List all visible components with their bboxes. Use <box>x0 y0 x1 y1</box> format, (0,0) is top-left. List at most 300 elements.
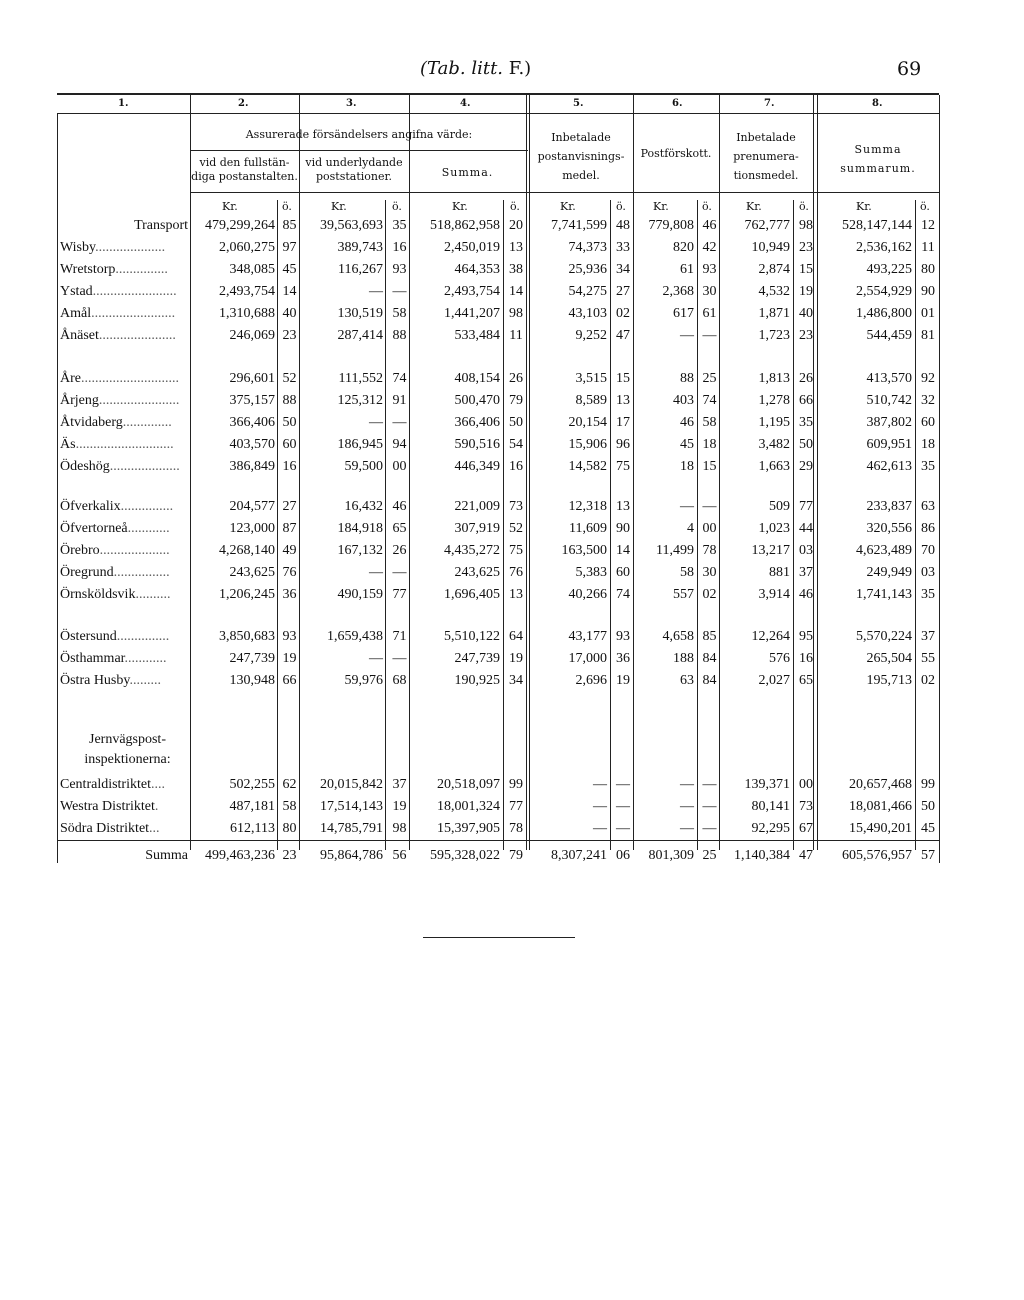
row-label <box>60 457 180 477</box>
cell-ore: 01 <box>921 306 935 321</box>
title-plain: F.) <box>503 58 532 79</box>
page-title <box>420 58 531 79</box>
cell-kronor: 287,414 <box>337 328 383 343</box>
cell-ore: 12 <box>921 218 935 233</box>
leader-dots: ............... <box>120 499 174 514</box>
cell-ore: 16 <box>282 459 297 474</box>
cell-kronor: 2,493,754 <box>444 284 500 299</box>
cell-kronor: 5,570,224 <box>856 629 912 644</box>
cell-ore: 98 <box>392 821 407 836</box>
leader-dots: ............................ <box>81 371 179 386</box>
cell-kronor: 130,519 <box>337 306 383 321</box>
row-label <box>60 519 170 539</box>
cell-ore: 16 <box>799 651 813 666</box>
cell-kronor: 204,577 <box>229 499 275 514</box>
cell-kronor: 1,278 <box>758 393 790 408</box>
unit-ore: ö. <box>510 200 520 213</box>
cell-ore: 02 <box>616 306 630 321</box>
row-label <box>60 391 179 411</box>
cell-ore: 77 <box>799 499 813 514</box>
row-label <box>60 369 179 389</box>
cell-kronor: 296,601 <box>229 371 275 386</box>
cell-ore: 13 <box>509 240 523 255</box>
cell-kronor: 595,328,022 <box>430 848 500 863</box>
leader-dots: .................... <box>95 240 166 255</box>
cell-kronor: 2,554,929 <box>856 284 912 299</box>
cell-kronor: 14,785,791 <box>320 821 383 836</box>
cell-kronor: 1,696,405 <box>444 587 500 602</box>
units-rule <box>190 192 940 193</box>
cell-ore: 88 <box>282 393 297 408</box>
cell-kronor: 43,177 <box>568 629 607 644</box>
leader-dots: ............................ <box>75 437 174 452</box>
cell-kronor: 1,663 <box>758 459 790 474</box>
cell-kronor: 389,743 <box>337 240 383 255</box>
cell-ore: 64 <box>509 629 523 644</box>
row-label-text: Transport <box>134 218 188 233</box>
cell-ore: 13 <box>509 587 523 602</box>
row-label <box>60 216 188 236</box>
cell-ore: 75 <box>616 459 630 474</box>
cell-kronor: 139,371 <box>744 777 790 792</box>
cell-kronor: 2,027 <box>758 673 790 688</box>
cell-ore: 23 <box>282 328 297 343</box>
cell-kronor: 20,154 <box>568 415 607 430</box>
cell-ore: 00 <box>799 777 813 792</box>
cell-kronor: 88 <box>680 371 694 386</box>
cell-kronor: — <box>369 284 383 299</box>
cell-ore: 30 <box>702 284 717 299</box>
cell-kronor: 413,570 <box>866 371 912 386</box>
cell-ore: 70 <box>921 543 935 558</box>
cell-kronor: 518,862,958 <box>430 218 500 233</box>
cell-ore: 45 <box>282 262 297 277</box>
row-label-text: Öfvertorneå <box>60 521 128 536</box>
leader-dots: .... <box>150 777 165 792</box>
row-label <box>60 819 160 839</box>
cell-ore: 88 <box>392 328 407 343</box>
row-label-text: Örebro <box>60 543 100 558</box>
cell-kronor: 15,490,201 <box>849 821 912 836</box>
column-number: 3. <box>346 98 357 109</box>
cell-ore: 47 <box>616 328 630 343</box>
cell-kronor: 4,658 <box>662 629 694 644</box>
cell-kronor: 1,659,438 <box>327 629 383 644</box>
cell-ore: 52 <box>509 521 523 536</box>
cell-kronor: 163,500 <box>561 543 607 558</box>
cell-ore: 86 <box>921 521 935 536</box>
cell-kronor: 249,949 <box>866 565 912 580</box>
cell-kronor: 881 <box>769 565 790 580</box>
cell-ore: 93 <box>282 629 297 644</box>
column-number: 1. <box>118 98 129 109</box>
cell-kronor: 184,918 <box>337 521 383 536</box>
cell-ore: 61 <box>702 306 717 321</box>
cell-ore: 60 <box>921 415 935 430</box>
cell-kronor: 4 <box>687 521 694 536</box>
cell-ore: 29 <box>799 459 813 474</box>
cell-ore: 19 <box>392 799 407 814</box>
cell-kronor: 111,552 <box>338 371 383 386</box>
cell-ore: 37 <box>392 777 407 792</box>
cell-kronor: — <box>593 821 607 836</box>
cell-ore: 11 <box>509 328 523 343</box>
cell-kronor: 576 <box>769 651 790 666</box>
cell-kronor: 4,435,272 <box>444 543 500 558</box>
cell-kronor: 15,906 <box>568 437 607 452</box>
cell-kronor: 1,023 <box>758 521 790 536</box>
leader-dots: ................ <box>113 565 170 580</box>
cell-kronor: 54,275 <box>568 284 607 299</box>
leader-dots: ......... <box>129 673 161 688</box>
cell-ore: 14 <box>282 284 297 299</box>
cell-ore: 67 <box>799 821 813 836</box>
cell-ore: 27 <box>282 499 297 514</box>
cell-ore: 23 <box>799 240 813 255</box>
cell-kronor: — <box>680 821 694 836</box>
cell-kronor: 2,536,162 <box>856 240 912 255</box>
cell-ore: — <box>702 777 717 792</box>
cell-ore: 60 <box>616 565 630 580</box>
row-label-text: Östra Husby <box>60 673 130 688</box>
header-prenumeration: Inbetalade prenumera- tionsmedel. <box>733 131 799 182</box>
cell-kronor: 617 <box>673 306 694 321</box>
cell-ore: 85 <box>282 218 297 233</box>
row-label <box>60 282 177 302</box>
cell-kronor: 3,914 <box>758 587 790 602</box>
row-label-text: Öregrund <box>60 565 114 580</box>
leader-dots: . <box>154 799 159 814</box>
leader-dots: ........................ <box>91 306 176 321</box>
unit-kr: Kr. <box>856 200 872 213</box>
row-label-text: Ystad <box>60 284 93 299</box>
cell-ore: 16 <box>509 459 523 474</box>
cell-ore: 71 <box>392 629 407 644</box>
cell-ore: 90 <box>616 521 630 536</box>
cell-kronor: 243,625 <box>454 565 500 580</box>
cell-kronor: 403 <box>673 393 694 408</box>
cell-kronor: 609,951 <box>866 437 912 452</box>
cell-ore: 56 <box>392 848 407 863</box>
vrule <box>915 200 916 850</box>
cell-kronor: 186,945 <box>337 437 383 452</box>
cell-ore: 35 <box>921 459 935 474</box>
cell-kronor: 59,500 <box>344 459 383 474</box>
row-label-text: Amål <box>60 306 92 321</box>
cell-kronor: 762,777 <box>744 218 790 233</box>
cell-kronor: 2,450,019 <box>444 240 500 255</box>
row-label <box>60 541 170 561</box>
cell-ore: 92 <box>921 371 935 386</box>
cell-kronor: 20,015,842 <box>320 777 383 792</box>
cell-ore: 81 <box>921 328 935 343</box>
cell-ore: 46 <box>392 499 407 514</box>
cell-kronor: 11,499 <box>656 543 694 558</box>
cell-kronor: 265,504 <box>866 651 912 666</box>
cell-ore: 80 <box>921 262 935 277</box>
cell-kronor: 801,309 <box>648 848 694 863</box>
cell-kronor: 462,613 <box>866 459 912 474</box>
cell-ore: 55 <box>921 651 935 666</box>
cell-kronor: 1,310,688 <box>219 306 275 321</box>
row-label <box>60 260 168 280</box>
unit-kr: Kr. <box>452 200 468 213</box>
row-label-text: Westra Distriktet <box>60 799 155 814</box>
cell-kronor: 3,850,683 <box>219 629 275 644</box>
cell-ore: 68 <box>392 673 407 688</box>
cell-ore: 80 <box>282 821 297 836</box>
cell-kronor: 479,299,264 <box>205 218 275 233</box>
cell-kronor: 387,802 <box>866 415 912 430</box>
cell-ore: 42 <box>702 240 717 255</box>
unit-ore: ö. <box>616 200 626 213</box>
cell-kronor: 510,742 <box>866 393 912 408</box>
cell-ore: 46 <box>702 218 717 233</box>
cell-ore: 34 <box>616 262 630 277</box>
row-label-text: Summa <box>145 848 188 863</box>
cell-ore: 60 <box>282 437 297 452</box>
cell-ore: 50 <box>921 799 935 814</box>
cell-kronor: 59,976 <box>344 673 383 688</box>
row-label-text: Wisby <box>60 240 96 255</box>
cell-kronor: 15,397,905 <box>437 821 500 836</box>
row-label-text: Örnsköldsvik <box>60 587 136 602</box>
cell-ore: 14 <box>509 284 523 299</box>
cell-kronor: 11,609 <box>569 521 607 536</box>
cell-ore: 48 <box>616 218 630 233</box>
cell-ore: 54 <box>509 437 523 452</box>
row-label <box>60 304 175 324</box>
cell-ore: 74 <box>392 371 407 386</box>
cell-kronor: 779,808 <box>648 218 694 233</box>
cell-ore: 46 <box>799 587 813 602</box>
cell-kronor: 408,154 <box>454 371 500 386</box>
cell-kronor: 18 <box>680 459 694 474</box>
column-number: 6. <box>672 98 683 109</box>
leader-dots: .................... <box>109 459 180 474</box>
cell-kronor: 386,849 <box>229 459 275 474</box>
header-summa: Summa. <box>441 166 494 179</box>
cell-kronor: — <box>369 415 383 430</box>
section-heading: Jernvägspost- inspektionerna: <box>84 732 171 767</box>
cell-kronor: 403,570 <box>229 437 275 452</box>
cell-kronor: 13,217 <box>751 543 790 558</box>
row-label <box>60 585 170 605</box>
cell-ore: 00 <box>702 521 717 536</box>
cell-kronor: 2,874 <box>758 262 790 277</box>
cell-ore: 37 <box>921 629 935 644</box>
cell-ore: — <box>392 565 407 580</box>
cell-kronor: 528,147,144 <box>842 218 912 233</box>
cell-ore: 27 <box>616 284 630 299</box>
cell-kronor: 5,383 <box>575 565 607 580</box>
row-label-text: Södra Distriktet <box>60 821 150 836</box>
cell-ore: — <box>392 415 407 430</box>
row-label <box>60 775 165 795</box>
row-label-text: Öfverkalix <box>60 499 121 514</box>
cell-kronor: — <box>680 799 694 814</box>
cell-kronor: 40,266 <box>568 587 607 602</box>
unit-kr: Kr. <box>222 200 238 213</box>
cell-ore: 18 <box>702 437 717 452</box>
cell-ore: 37 <box>799 565 813 580</box>
cell-ore: 13 <box>616 393 630 408</box>
cell-ore: 35 <box>392 218 407 233</box>
page-number: 69 <box>897 58 922 80</box>
cell-ore: 77 <box>509 799 523 814</box>
cell-kronor: 25,936 <box>568 262 607 277</box>
cell-ore: 98 <box>799 218 813 233</box>
cell-kronor: 557 <box>673 587 694 602</box>
row-label <box>60 846 188 866</box>
column-number: 8. <box>872 98 883 109</box>
cell-ore: 26 <box>509 371 523 386</box>
row-label <box>60 497 173 517</box>
cell-kronor: 5,510,122 <box>444 629 500 644</box>
cell-ore: 23 <box>799 328 813 343</box>
cell-ore: 11 <box>921 240 935 255</box>
header-full-stations: vid den fullstän- diga postanstalten. <box>191 156 298 183</box>
leader-dots: ............... <box>116 629 170 644</box>
header-assured-group: Assurerade försändelsers angifna värde: <box>245 128 473 141</box>
cell-kronor: 221,009 <box>454 499 500 514</box>
cell-ore: 30 <box>702 565 717 580</box>
header-postforskott: Postförskott. <box>640 147 712 160</box>
cell-ore: 25 <box>702 848 717 863</box>
cell-kronor: 92,295 <box>751 821 790 836</box>
cell-kronor: 590,516 <box>454 437 500 452</box>
column-number: 5. <box>573 98 584 109</box>
cell-kronor: 4,532 <box>758 284 790 299</box>
cell-kronor: — <box>680 777 694 792</box>
cell-ore: 02 <box>702 587 717 602</box>
cell-ore: 35 <box>921 587 935 602</box>
column-number: 2. <box>238 98 249 109</box>
cell-kronor: 320,556 <box>866 521 912 536</box>
column-number: 7. <box>764 98 775 109</box>
cell-kronor: 1,195 <box>758 415 790 430</box>
column-number: 4. <box>460 98 471 109</box>
cell-kronor: 4,268,140 <box>219 543 275 558</box>
cell-ore: 97 <box>282 240 297 255</box>
cell-ore: 91 <box>392 393 407 408</box>
cell-ore: 15 <box>799 262 813 277</box>
unit-kr: Kr. <box>653 200 669 213</box>
cell-kronor: — <box>593 799 607 814</box>
row-label-text: Östersund <box>60 629 117 644</box>
cell-kronor: 446,349 <box>454 459 500 474</box>
cell-kronor: 544,459 <box>866 328 912 343</box>
cell-ore: 65 <box>392 521 407 536</box>
cell-ore: 03 <box>921 565 935 580</box>
cell-ore: 52 <box>282 371 297 386</box>
cell-ore: 74 <box>616 587 630 602</box>
vrule <box>503 200 504 850</box>
cell-ore: 19 <box>282 651 297 666</box>
cell-kronor: 2,060,275 <box>219 240 275 255</box>
cell-ore: 45 <box>921 821 935 836</box>
cell-ore: 19 <box>616 673 630 688</box>
cell-kronor: 1,723 <box>758 328 790 343</box>
cell-kronor: 46 <box>680 415 694 430</box>
cell-ore: 40 <box>799 306 813 321</box>
row-label <box>60 326 176 346</box>
row-label <box>60 797 158 817</box>
cell-ore: 78 <box>509 821 523 836</box>
row-label-text: Wretstorp <box>60 262 116 277</box>
footer-rule <box>423 937 575 938</box>
row-label <box>60 563 170 583</box>
leader-dots: ...................... <box>98 328 176 343</box>
cell-kronor: 3,515 <box>575 371 607 386</box>
cell-kronor: 63 <box>680 673 694 688</box>
leader-dots: .................... <box>99 543 170 558</box>
row-label <box>60 671 161 691</box>
cell-ore: 73 <box>509 499 523 514</box>
cell-kronor: 490,159 <box>337 587 383 602</box>
unit-kr: Kr. <box>331 200 347 213</box>
cell-kronor: 247,739 <box>229 651 275 666</box>
cell-ore: 15 <box>702 459 717 474</box>
cell-ore: 14 <box>616 543 630 558</box>
cell-ore: 66 <box>282 673 297 688</box>
cell-ore: 62 <box>282 777 297 792</box>
cell-kronor: 8,589 <box>575 393 607 408</box>
cell-kronor: 58 <box>680 565 694 580</box>
row-label-text: Åtvidaberg <box>60 415 123 430</box>
unit-ore: ö. <box>282 200 292 213</box>
cell-kronor: 493,225 <box>866 262 912 277</box>
cell-ore: 94 <box>392 437 407 452</box>
cell-ore: 34 <box>509 673 523 688</box>
leader-dots: ............ <box>127 521 170 536</box>
cell-kronor: — <box>369 565 383 580</box>
cell-kronor: 74,373 <box>568 240 607 255</box>
cell-ore: 18 <box>921 437 935 452</box>
row-label-text: Årjeng <box>60 393 99 408</box>
cell-kronor: — <box>593 777 607 792</box>
cell-ore: 03 <box>799 543 813 558</box>
leader-dots: .............. <box>122 415 172 430</box>
cell-ore: 19 <box>509 651 523 666</box>
cell-kronor: 1,486,800 <box>856 306 912 321</box>
cell-kronor: 348,085 <box>229 262 275 277</box>
cell-ore: — <box>392 284 407 299</box>
unit-ore: ö. <box>799 200 809 213</box>
cell-ore: — <box>702 821 717 836</box>
cell-kronor: 3,482 <box>758 437 790 452</box>
cell-ore: 26 <box>799 371 813 386</box>
cell-kronor: 95,864,786 <box>320 848 383 863</box>
cell-kronor: 4,623,489 <box>856 543 912 558</box>
vrule <box>939 95 940 863</box>
cell-kronor: 43,103 <box>568 306 607 321</box>
row-label-text: Ödeshög <box>60 459 110 474</box>
cell-kronor: 1,741,143 <box>856 587 912 602</box>
cell-kronor: — <box>680 328 694 343</box>
cell-ore: — <box>702 799 717 814</box>
cell-kronor: 9,252 <box>575 328 607 343</box>
cell-ore: 36 <box>616 651 630 666</box>
cell-kronor: 7,741,599 <box>551 218 607 233</box>
cell-ore: 50 <box>282 415 297 430</box>
vrule <box>277 200 278 850</box>
cell-kronor: 12,264 <box>751 629 790 644</box>
row-label-text: Centraldistriktet <box>60 777 151 792</box>
cell-kronor: 18,001,324 <box>437 799 500 814</box>
cell-kronor: 820 <box>673 240 694 255</box>
cell-kronor: 18,081,466 <box>849 799 912 814</box>
